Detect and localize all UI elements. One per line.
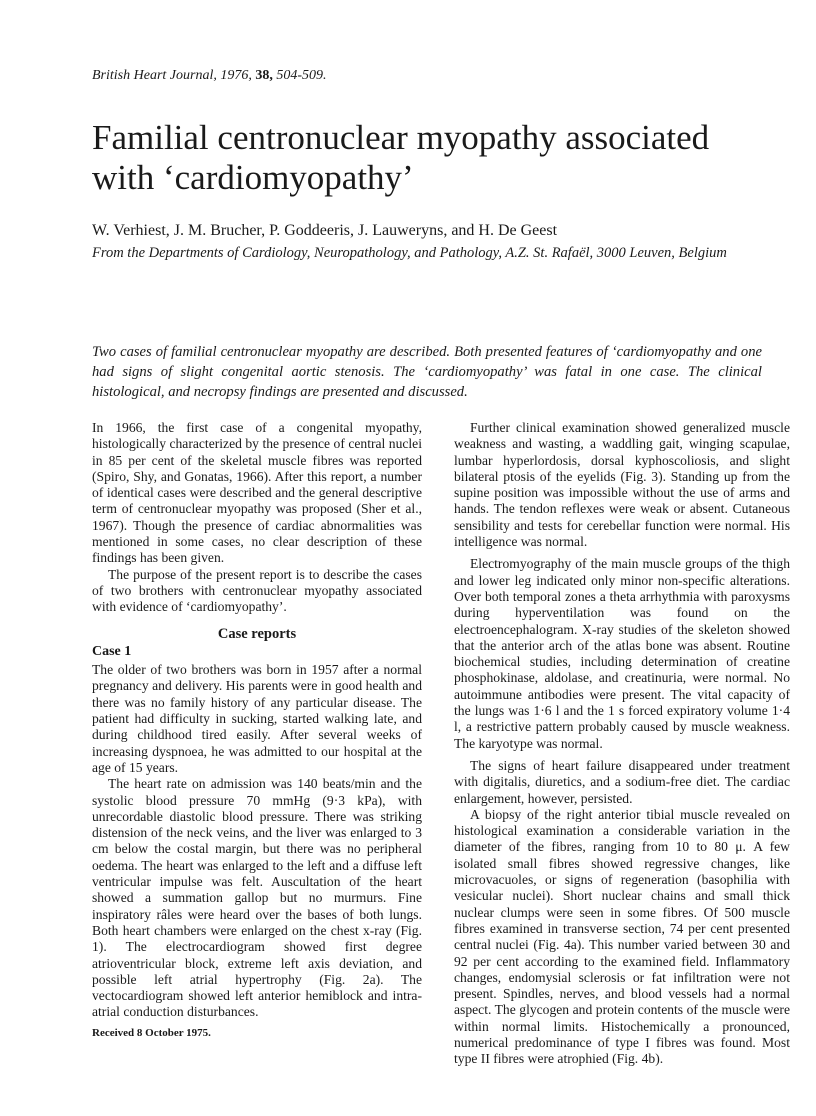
received-date: Received 8 October 1975. <box>92 1026 211 1039</box>
case1-paragraph-5: The signs of heart failure disappeared under treatment with digitalis, diuretics, and a sodium-free diet. The cardiac enlargement, however, persisted. <box>454 757 790 806</box>
case1-paragraph-1: The older of two brothers was born in 1957 after a normal pregnancy and delivery. His parents were in good health and there was no family history of any particular disease. The patient had difficulty in sucking, started walking late, and during childhood tired easily. After several weeks of increasing dyspnoea, he was admitted to our hospital at the age of 15 years. <box>92 662 422 775</box>
case1-paragraph-2: The heart rate on admission was 140 beats/min and the systolic blood pressure 70 mmHg (9·3 kPa), with unrecordable diastolic blood pressure. There was striking distension of the neck veins, and the liver was enlarged to 3 cm below the costal margin, but there was no peripheral oedema. The heart was enlarged to the left and a diffuse left ventricular impulse was felt. Auscultation of the heart showed a summation gallop but no murmurs. Fine inspiratory râles were heard over the bases of both lungs. Both heart chambers were enlarged on the chest x-ray (Fig. 1). The electrocardiogram showed first degree atrioventricular block, extreme left axis deviation, and possible left atrial hypertrophy (Fig. 2a). The vectocardiogram showed left anterior hemiblock and intra-atrial conduction disturbances. <box>92 776 422 1020</box>
author-list: W. Verhiest, J. M. Brucher, P. Goddeeris, J. Lauweryns, and H. De Geest <box>92 222 558 239</box>
intro-paragraph-1: In 1966, the first case of a congenital myopathy, histologically characterized by the presence of central nuclei in 85 per cent of the skeletal muscle fibres was reported (Spiro, Shy, and Gonatas, 1966). After this report, a number of identical cases were described and the general descriptive term of centronuclear myopathy was proposed (Sher et al., 1967). Though the presence of cardiac abnormalities was mentioned in some cases, no clear description of these findings has been given. <box>92 420 422 566</box>
case1-paragraph-6: A biopsy of the right anterior tibial muscle revealed on histological examination a considerable variation in the diameter of the fibres, ranging from 10 to 80 μ. A few isolated small fibres showed regressive changes, like microvacuoles, or signs of regeneration (basophilia with vesicular nuclei). Short nuclear chains and small thick nuclear clumps were seen in some fibres. Of 500 muscle fibres examined in transverse section, 74 per cent presented central nuclei (Fig. 4a). This number varied between 30 and 92 per cent according to the examined field. Inflammatory changes, endomysial sclerosis or fat infiltration were not present. Spindles, nerves, and blood vessels had a normal aspect. The glycogen and protein contents of the muscle were within normal limits. Histochemically a pronounced, numerical predominance of type I fibres was found. Most type II fibres were atrophied (Fig. 4b). <box>454 806 790 1067</box>
abstract: Two cases of familial centronuclear myopathy are described. Both presented features of ‘cardiomyopathy and one had signs of slight congenital aortic stenosis. The ‘cardiomyopathy’ was fatal in one case. The clinical histological, and necropsy findings are presented and discussed. <box>92 344 762 400</box>
right-column <box>454 420 790 1068</box>
journal-volume: 38, <box>255 68 273 83</box>
left-column <box>92 420 422 1041</box>
case1-paragraph-3: Further clinical examination showed generalized muscle weakness and wasting, a waddling gait, winging scapulae, lumbar hyperlordosis, dorsal kyphoscoliosis, and slight bilateral ptosis of the eyelids (Fig. 3). Standing up from the supine position was impossible without the use of arms and hands. The tendon reflexes were weak or absent. Cutaneous sensibility and tests for cerebellar function were normal. His intelligence was normal. <box>454 420 790 550</box>
journal-pages: 504-509. <box>276 68 327 83</box>
article-title: Familial centronuclear myopathy associated with ‘cardiomyopathy’ <box>92 118 710 197</box>
journal-citation <box>92 68 327 84</box>
section-heading-case-reports: Case reports <box>217 625 297 642</box>
intro-paragraph-2: The purpose of the present report is to describe the cases of two brothers with centronuclear myopathy associated with evidence of ‘cardiomyopathy’. <box>92 566 422 615</box>
case1-paragraph-4: Electromyography of the main muscle groups of the thigh and lower leg indicated only minor non-specific alterations. Over both temporal zones a theta arrhythmia with paroxysms during hyperventilation was found on the electroencephalogram. X-ray studies of the skeleton showed that the anterior arch of the atlas bone was absent. Routine biochemical studies, including determination of creatine phosphokinase, aldolase, and creatinuria, were normal. No autoimmune antibodies were present. The vital capacity of the lungs was 1·6 l and the 1 s forced expiratory volume 1·4 l, a restrictive pattern probably caused by muscle weakness. The karyotype was normal. <box>454 556 790 751</box>
journal-year: 1976, <box>220 68 252 83</box>
journal-name: British Heart Journal, <box>92 68 217 83</box>
case-heading-1: Case 1 <box>92 643 132 659</box>
affiliation: From the Departments of Cardiology, Neuropathology, and Pathology, A.Z. St. Rafaël, 3000 Leuven, Belgium <box>92 245 727 261</box>
